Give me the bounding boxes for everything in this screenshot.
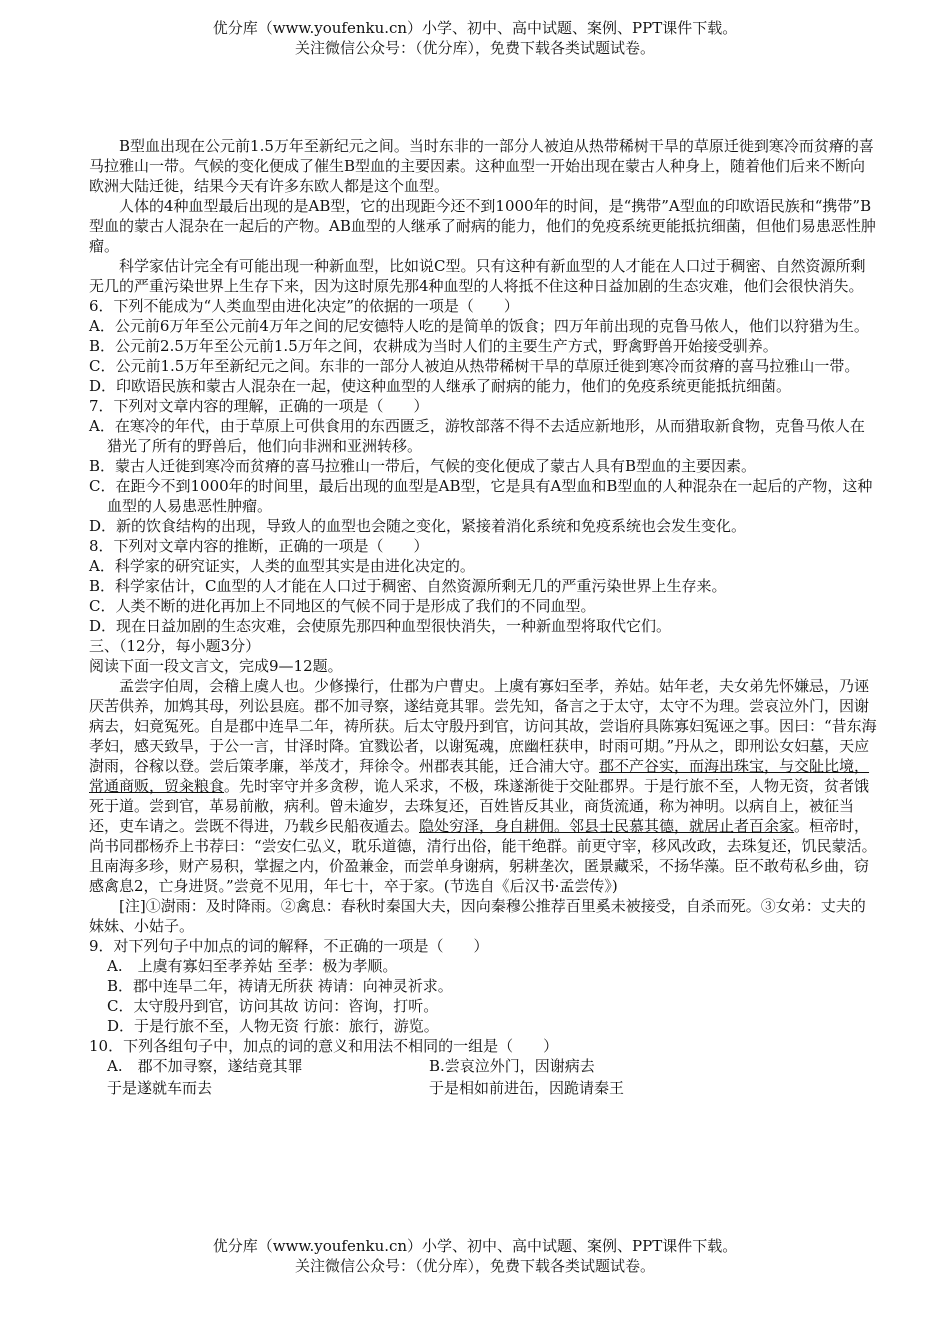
page-footer [0,1236,950,1276]
question-10-row-1 [89,1056,879,1078]
question-10-option-b-line-2: 于是相如前进缶，因跪请秦王 [429,1079,625,1097]
question-7-option-b: B．蒙古人迁徙到寒冷而贫瘠的喜马拉雅山一带后，气候的变化便成了蒙古人具有B型血的主要因素。 [89,457,757,475]
question-6-option-c: C．公元前1.5万年至新纪元之间。东非的一部分人被迫从热带稀树干旱的草原迁徙到寒冷而贫瘠的喜马拉雅山一带。 [89,357,860,375]
footer-line-2: 关注微信公众号：（优分库），免费下载各类试题试卷。 [294,1257,655,1275]
passage-paragraph-2: 人体的4种血型最后出现的是AB型，它的出现距今还不到1000年的时间，是“携带”A型血的印欧语民族和“携带”B型血的蒙古人混杂在一起后的产物。AB血型的人继承了耐病的能力，他们的免疫系统更能抵抗细菌，但他们易患恶性肿瘤。 [89,197,876,255]
question-9-option-b: B．郡中连旱二年，祷请无所获 祷请：向神灵祈求。 [107,977,453,995]
question-10-option-a-line-2: 于是遂就车而去 [107,1079,213,1097]
question-6-stem: 6．下列不能成为“人类血型由进化决定”的依据的一项是（ ） [89,297,519,315]
question-9-option-a: A. 上虞有寡妇至孝养姑 至孝：极为孝顺。 [107,957,398,975]
page-header [0,18,950,58]
question-8-option-a: A．科学家的研究证实，人类的血型其实是由进化决定的。 [89,557,475,575]
passage-paragraph-1: B型血出现在公元前1.5万年至新纪元之间。当时东非的一部分人被迫从热带稀树干旱的草原迁徙到寒冷而贫瘠的喜马拉雅山一带。气候的变化便成了催生B型血的主要因素。这种血型一开始出现在蒙古人种身上，随着他们后来不断向欧洲大陆迁徙，结果今天有许多东欧人都是这个血型。 [89,137,874,195]
question-9-option-c: C．太守殷丹到官，访问其故 访问：咨询，打听。 [107,997,439,1015]
question-9-stem: 9．对下列句子中加点的词的解释，不正确的一项是（ ） [89,937,489,955]
question-8-option-c: C．人类不断的进化再加上不同地区的气候不同于是形成了我们的不同血型。 [89,597,596,615]
question-10-stem: 10．下列各组句子中，加点的词的意义和用法不相同的一组是（ ） [89,1037,559,1055]
question-8-stem: 8．下列对文章内容的推断，正确的一项是（ ） [89,537,429,555]
passage-paragraph-3: 科学家估计完全有可能出现一种新血型，比如说C型。只有这种有新血型的人才能在人口过于稠密、自然资源所剩无几的严重污染世界上生存下来，因为这时原先那4种血型的人将抵不住这种日益加剧的生态灾难，他们会很快消失。 [89,257,866,295]
section-3-title: 三、（12分，每小题3分） [89,637,261,655]
annotation-notes: [注]①澍雨：及时降雨。②禽息：春秋时秦国大夫，因向秦穆公推荐百里奚未被接受，自杀而死。③女弟：丈夫的妹妹、小姑子。 [89,897,866,935]
underlined-sentence-2: 隐处穷泽，身自耕佣。邻县士民慕其德，就居止者百余家 [419,817,795,835]
question-6-option-b: B．公元前2.5万年至公元前1.5万年之间，农耕成为当时人们的主要生产方式，野禽野兽开始接受驯养。 [89,337,778,355]
question-6-option-a: A．公元前6万年至公元前4万年之间的尼安德特人吃的是简单的饭食；四万年前出现的克鲁马侬人，他们以狩猎为生。 [89,317,869,335]
question-7-option-c: C．在距今不到1000年的时间里，最后出现的血型是AB型，它是具有A型血和B型血的人种混杂在一起后的产物，这种血型的人易患恶性肿瘤。 [89,477,873,515]
header-line-1: 优分库（www.youfenku.cn）小学、初中、高中试题、案例、PPT课件下载。 [212,19,738,37]
classical-passage [89,676,879,896]
question-7-stem: 7．下列对文章内容的理解，正确的一项是（ ） [89,397,429,415]
question-8-option-b: B．科学家估计，C血型的人才能在人口过于稠密、自然资源所剩无几的严重污染世界上生存来。 [89,577,727,595]
question-10-option-a-line-1: A. 郡不加寻察，遂结竟其罪 [107,1057,303,1075]
question-6-option-d: D．印欧语民族和蒙古人混杂在一起，使这种血型的人继承了耐病的能力，他们的免疫系统更能抵抗细菌。 [89,377,792,395]
question-7-option-a: A．在寒冷的年代，由于草原上可供食用的东西匮乏，游牧部落不得不去适应新地形，从而猎取新食物，克鲁马侬人在猎光了所有的野兽后，他们向非洲和亚洲转移。 [89,417,865,455]
classical-text-part-1: 孟尝字伯周，会稽上虞人也。少修操行，仕郡为户曹史。上虞有寡妇至孝，养姑。姑年老，夫女弟先怀嫌忌，乃诬厌苦供养，加鸩其母，列讼县庭。郡不加寻察，遂结竟其罪。尝先知，备言之于太守，太守不为理。尝哀泣外门，因谢病去，妇竟冤死。自是郡中连旱二年，祷所获。后太守殷丹到官，访问其故，尝诣府具陈寡妇冤诬之事。因曰：“昔东海孝妇，感天致旱，于公一言，甘泽时降。宜戮讼者，以谢冤魂，庶幽枉获申，时雨可期。”丹从之，即刑讼女妇墓，天应澍雨，谷稼以登。尝后策孝廉，举茂才，拜徐令。州郡表其能，迁合浦大守。 [89,677,877,775]
question-10-row-2 [89,1078,879,1100]
footer-line-1: 优分库（www.youfenku.cn）小学、初中、高中试题、案例、PPT课件下载。 [212,1237,738,1255]
question-8-option-d: D．现在日益加剧的生态灾难，会使原先那四种血型很快消失，一种新血型将取代它们。 [89,617,672,635]
question-10-option-b-line-1: B.尝哀泣外门，因谢病去 [429,1057,595,1075]
section-3-instruction: 阅读下面一段文言文，完成9—12题。 [89,657,343,675]
question-7-option-d: D．新的饮食结构的出现，导致人的血型也会随之变化，紧接着消化系统和免疫系统也会发生变化。 [89,517,747,535]
classical-text-part-2: 。先时宰守并多贪秽，诡人采求，不极，珠遂渐徙于交阯郡界。于是行旅不至，人物无资，贫者饿死于道。尝到官，革易前敝，病利。曾未逾岁，去珠复还，百姓皆反其业，商货流通，称为神明。以病自上，被征当还，吏车请之。尝既不得进，乃载乡民船夜遁去。 [89,777,870,835]
classical-text-part-3: 。桓帝时，尚书同郡杨乔上书荐曰：“尝安仁弘义，耽乐道德，清行出俗，能干绝群。前更守宰，移风改政，去珠复还，饥民蒙活。且南海多珍，财产易积，掌握之内，价盈兼金，而尝单身谢病，躬耕垄次，匿景藏采，不扬华藻。臣不敢苟私乡曲，窃感禽息2，亡身进贤。”尝竟不见用，年七十，卒于家。(节选自《后汉书·孟尝传》) [89,817,877,895]
underlined-sentence-1: 郡不产谷实，而海出珠宝，与交阯比境，常通商贩，贸籴粮食 [89,757,870,795]
question-9-option-d: D．于是行旅不至，人物无资 行旅：旅行，游览。 [107,1017,439,1035]
exam-content [89,136,879,1100]
header-line-2: 关注微信公众号：（优分库），免费下载各类试题试卷。 [294,39,655,57]
